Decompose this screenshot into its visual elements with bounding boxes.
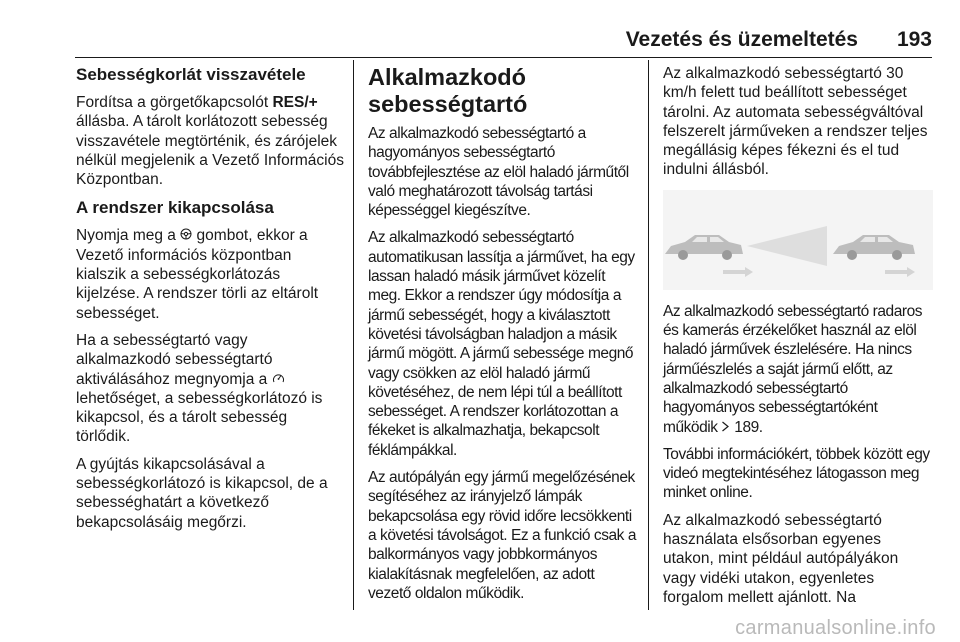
steering-wheel-icon xyxy=(180,226,192,245)
res-plus-label: RES/+ xyxy=(272,94,318,111)
paragraph-deactivation xyxy=(76,226,344,322)
title-line: Alkalmazkodó xyxy=(368,64,527,90)
column-1 xyxy=(76,64,344,540)
column-divider-2 xyxy=(648,60,649,610)
paragraph-acc-speed: Az alkalmazkodó sebességtartó 30 km/h felett tud beállított sebességet tárolni. Az automata sebességváltóval felszerelt járműveken a rendszer teljes megállásig képes fékezni és el tud indulni állásból. xyxy=(663,65,928,179)
text-span: Fordítsa a görgetőkapcsolót xyxy=(76,94,273,111)
column-2 xyxy=(368,64,640,611)
paragraph-cruise-switch xyxy=(76,331,344,447)
text-span: állásba. A tárolt korlátozott sebesség visszavétele megtörténik, és zárójelek nélkül megjelenik a Vezető Információs Központban. xyxy=(76,113,344,189)
acc-radar-illustration xyxy=(663,190,935,290)
paragraph-resume xyxy=(76,93,344,189)
text-span: gombot, ekkor a Vezető információs központban kialszik a sebességkorlátozás kijelzése. A rendszer törli az eltárolt sebességet. xyxy=(76,227,319,322)
paragraph-acc-sensors xyxy=(663,302,935,437)
cruise-control-icon xyxy=(272,370,285,389)
header-rule xyxy=(75,57,932,58)
section-title-acc xyxy=(368,64,640,118)
paragraph-acc-overtake: Az autópályán egy jármű megelőzésének segítéséhez az irányjelző lámpák bekapcsolása egy rövid időre lecsökkenti a követési távolságot. Ez a funkció csak a balkormányos vagy jobbkormányos kialakításnak megfelelően, az adott vezető oldalon működik. xyxy=(368,469,637,602)
watermark: carmanualsonline.info xyxy=(735,617,936,639)
page-reference[interactable] xyxy=(721,419,762,436)
page-reference-number: 189. xyxy=(734,418,763,436)
section-heading-resume-speed-limit: Sebességkorlát visszavétele xyxy=(76,65,306,84)
paragraph-more-info: További információkért, többek között egy videó megtekintéséhez látogasson meg minket online. xyxy=(663,445,930,502)
page-reference-icon xyxy=(721,418,730,437)
section-heading-deactivation: A rendszer kikapcsolása xyxy=(76,198,274,218)
column-divider-1 xyxy=(353,60,354,610)
text-span: lehetőséget, a sebességkorlátozó is kikapcsol, és a tárolt sebesség törlődik. xyxy=(76,389,323,446)
text-span: Ha a sebességtartó vagy alkalmazkodó sebességtartó aktiválásához megnyomja a xyxy=(76,331,273,388)
text-span: Nyomja meg a xyxy=(76,227,181,245)
title-line: sebességtartó xyxy=(368,91,528,117)
paragraph-ignition: A gyújtás kikapcsolásával a sebességkorlátozó is kikapcsol, de a sebességhatárt a következő bekapcsolásáig megőrzi. xyxy=(76,455,328,531)
paragraph-acc-function: Az alkalmazkodó sebességtartó automatikusan lassítja a járművet, ha egy lassan haladó másik járművet közelít meg. Ekkor a rendszer úgy módosítja a jármű sebességét, hogy a kiválasztott követési távolságban haladjon a másik jármű mögött. A jármű sebessége megnő vagy csökken az elöl haladó jármű követéséhez, de nem lépi túl a beállított sebességet. A rendszer korlátozottan a fékeket is alkalmazhatja, bekapcsolt féklámpákkal. xyxy=(368,229,635,459)
text-span: Az alkalmazkodó sebességtartó radaros és kamerás érzékelőket használ az elöl haladó járművek észlelésére. Ha nincs járműészlelés a saját jármű előtt, az alkalmazkodó sebességtartó hagyományos sebességtartóként működik xyxy=(663,302,923,436)
paragraph-acc-usage: Az alkalmazkodó sebességtartó használata elsősorban egyenes utakon, mint például autópályákon vagy vidéki utakon, egyenletes forgalom mellett ajánlott. Na xyxy=(663,511,899,606)
page-number: 193 xyxy=(896,28,932,51)
header-title: Vezetés és üzemeltetés xyxy=(625,28,858,51)
column-3 xyxy=(663,64,935,615)
paragraph-acc-intro: Az alkalmazkodó sebességtartó a hagyományos sebességtartó továbbfejlesztése az elöl haladó járműtől való meghatározott távolság tartási képességgel kiegészítve. xyxy=(368,125,629,220)
